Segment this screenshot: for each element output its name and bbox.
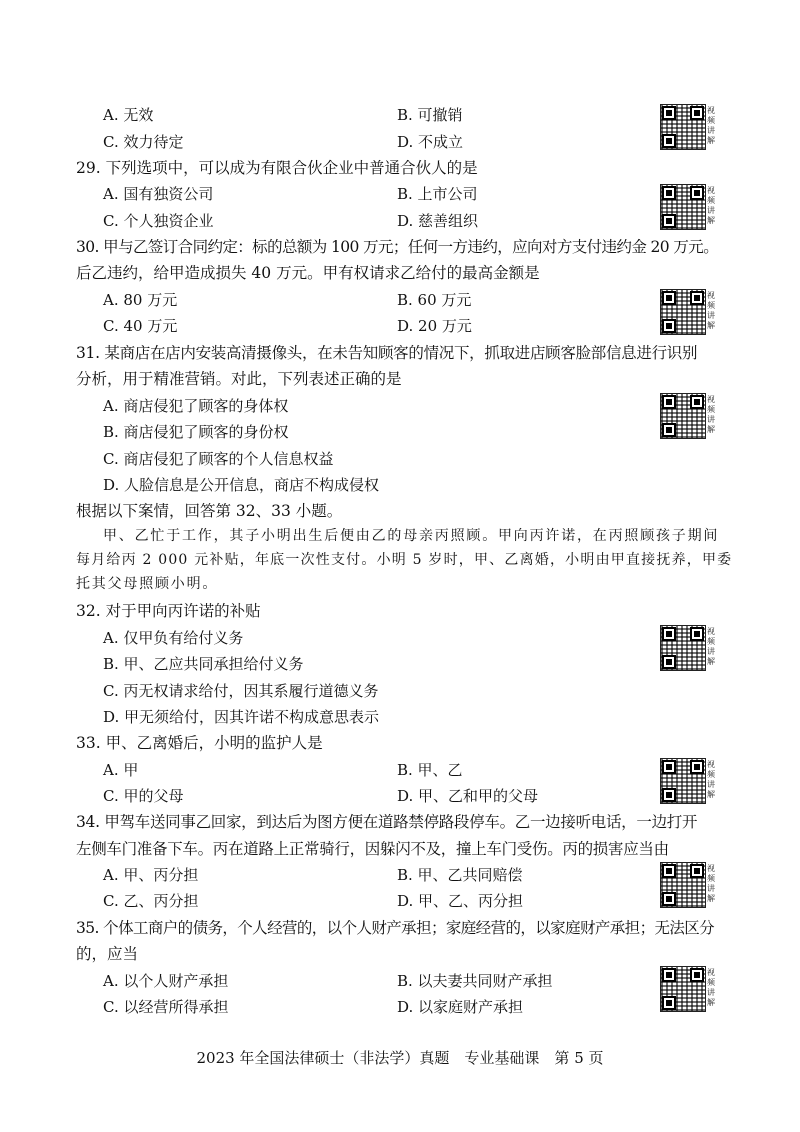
qr-label-q32: 视频讲解 [707, 627, 715, 666]
q30-stem-line-2: 后乙违约，给甲造成损失 40 万元。甲有权请求乙给付的最高金额是 [76, 264, 540, 282]
qr-label-q34: 视频讲解 [707, 864, 715, 903]
q35-stem-line-2: 的，应当 [76, 945, 139, 963]
qr-code-q31[interactable] [660, 393, 706, 439]
qr-label-q35: 视频讲解 [707, 968, 715, 1007]
q28-option-c: C. 效力待定 [103, 133, 184, 151]
q34-option-a: A. 甲、丙分担 [103, 866, 199, 884]
q35-option-a: A. 以个人财产承担 [103, 972, 229, 990]
q29-option-a: A. 国有独资公司 [103, 185, 214, 203]
q30-option-b: B. 60 万元 [397, 291, 472, 309]
qr-code-q30[interactable] [660, 289, 706, 335]
qr-code-q35[interactable] [660, 966, 706, 1012]
q34-stem-line-1: 34. 甲驾车送同事乙回家，到达后为图方便在道路禁停路段停车。乙一边接听电话，一边打开 [76, 813, 698, 831]
case-line-1: 甲、乙忙于工作，其子小明出生后便由乙的母亲丙照顾。甲向丙许诺，在丙照顾孩子期间 [103, 528, 720, 544]
q31-stem-line-2: 分析，用于精准营销。对此，下列表述正确的是 [76, 370, 402, 388]
q28-option-a: A. 无效 [103, 106, 154, 124]
case-line-3: 托其父母照顾小明。 [76, 576, 219, 592]
q31-option-a: A. 商店侵犯了顾客的身体权 [103, 397, 289, 415]
q29-option-b: B. 上市公司 [397, 185, 478, 203]
qr-label-q33: 视频讲解 [707, 760, 715, 799]
q33-option-d: D. 甲、乙和甲的父母 [397, 787, 539, 805]
qr-code-q34[interactable] [660, 862, 706, 908]
q29-option-d: D. 慈善组织 [397, 212, 479, 230]
q33-option-c: C. 甲的父母 [103, 787, 184, 805]
q33-option-b: B. 甲、乙 [397, 761, 463, 779]
q34-option-b: B. 甲、乙共同赔偿 [397, 866, 523, 884]
qr-label-q31: 视频讲解 [707, 395, 715, 434]
qr-code-q32[interactable] [660, 625, 706, 671]
qr-label-q30: 视频讲解 [707, 291, 715, 330]
q31-option-d: D. 人脸信息是公开信息，商店不构成侵权 [103, 476, 380, 494]
q35-option-b: B. 以夫妻共同财产承担 [397, 972, 553, 990]
page-footer: 2023 年全国法律硕士（非法学）真题 专业基础课 第 5 页 [196, 1049, 604, 1067]
case-line-2: 每月给丙 2 000 元补贴，年底一次性支付。小明 5 岁时，甲、乙离婚，小明由甲直接抚养，甲委 [76, 552, 733, 568]
q31-option-b: B. 商店侵犯了顾客的身份权 [103, 423, 289, 441]
q30-option-d: D. 20 万元 [397, 317, 472, 335]
q33-stem: 33. 甲、乙离婚后，小明的监护人是 [76, 734, 323, 752]
qr-label-q29: 视频讲解 [707, 186, 715, 225]
q28-option-b: B. 可撤销 [397, 106, 463, 124]
case-intro: 根据以下案情，回答第 32、33 小题。 [76, 502, 343, 520]
q32-option-b: B. 甲、乙应共同承担给付义务 [103, 655, 304, 673]
q32-stem: 32. 对于甲向丙许诺的补贴 [76, 602, 261, 620]
q34-option-d: D. 甲、乙、丙分担 [397, 892, 524, 910]
q32-option-c: C. 丙无权请求给付，因其系履行道德义务 [103, 682, 379, 700]
q31-option-c: C. 商店侵犯了顾客的个人信息权益 [103, 450, 334, 468]
q35-option-c: C. 以经营所得承担 [103, 998, 229, 1016]
q29-stem: 29. 下列选项中，可以成为有限合伙企业中普通合伙人的是 [76, 159, 478, 177]
qr-code-q28[interactable] [660, 104, 706, 150]
q35-option-d: D. 以家庭财产承担 [397, 998, 524, 1016]
q30-option-a: A. 80 万元 [103, 291, 178, 309]
q34-stem-line-2: 左侧车门准备下车。丙在道路上正常骑行，因躲闪不及，撞上车门受伤。丙的损害应当由 [76, 840, 669, 858]
q32-option-d: D. 甲无须给付，因其许诺不构成意思表示 [103, 708, 380, 726]
q32-option-a: A. 仅甲负有给付义务 [103, 629, 244, 647]
qr-label-q28: 视频讲解 [707, 106, 715, 145]
qr-code-q29[interactable] [660, 184, 706, 230]
q30-option-c: C. 40 万元 [103, 317, 178, 335]
q31-stem-line-1: 31. 某商店在店内安装高清摄像头，在未告知顾客的情况下，抓取进店顾客脸部信息进行识别 [76, 344, 698, 362]
q28-option-d: D. 不成立 [397, 133, 464, 151]
q29-option-c: C. 个人独资企业 [103, 212, 214, 230]
qr-code-q33[interactable] [660, 758, 706, 804]
q30-stem-line-1: 30. 甲与乙签订合同约定：标的总额为 100 万元；任何一方违约，应向对方支付违约金 20 万元。 [76, 238, 719, 256]
q34-option-c: C. 乙、丙分担 [103, 892, 199, 910]
q33-option-a: A. 甲 [103, 761, 139, 779]
q35-stem-line-1: 35. 个体工商户的债务，个人经营的，以个人财产承担；家庭经营的，以家庭财产承担；无法区分 [76, 919, 715, 937]
